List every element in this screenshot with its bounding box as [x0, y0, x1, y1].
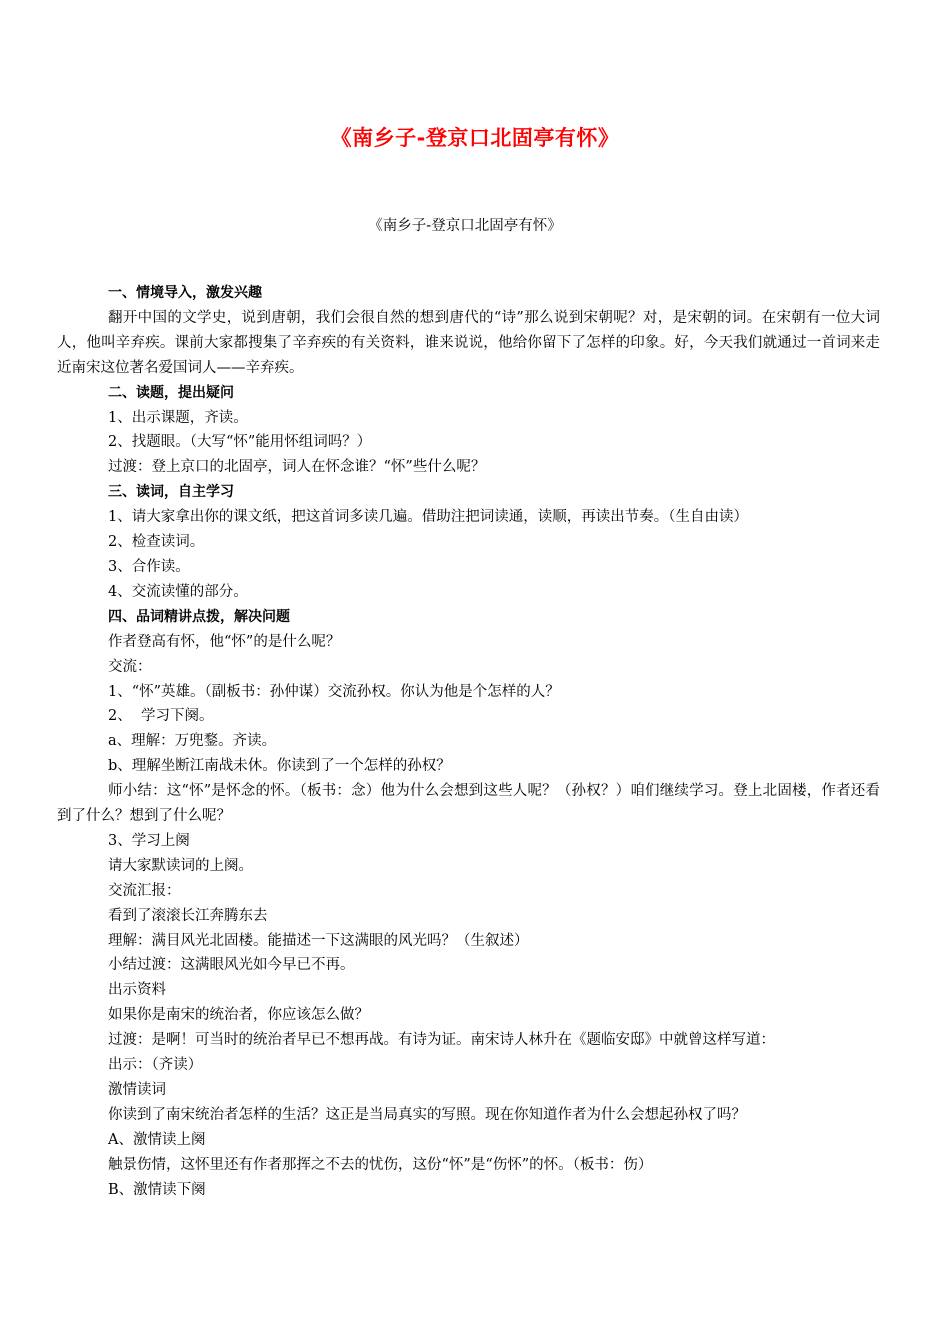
text-line: 2、找题眼。（大写“怀”能用怀组词吗？）: [108, 434, 372, 451]
document-body: [57, 281, 880, 1203]
text-line: 1、出示课题，齐读。: [108, 409, 248, 426]
paragraph-intro: 翻开中国的文学史，说到唐朝，我们会很自然的想到唐代的“诗”那么说到宋朝呢？对，是宋朝的词。在宋朝有一位大词人，他叫辛弃疾。课前大家都搜集了辛弃疾的有关资料，谁来说说，他给你留下了怎样的印象。好，今天我们就通过一首词来走近南宋这位著名爱国词人——辛弃疾。: [57, 309, 880, 376]
text-line: a、理解：万兜鍪。齐读。: [108, 733, 277, 750]
text-line: 出示：（齐读）: [108, 1057, 203, 1074]
text-line: 交流：: [108, 658, 152, 675]
text-line: 作者登高有怀，他“怀”的是什么呢？: [108, 633, 341, 650]
text-line: 3、学习上阕: [108, 832, 190, 849]
text-line: 3、合作读。: [108, 558, 190, 575]
document-title: 《南乡子-登京口北固亭有怀》: [330, 126, 620, 150]
text-line: 过渡：是啊！可当时的统治者早已不想再战。有诗为证。南宋诗人林升在《题临安邸》中就曾这样写道：: [108, 1032, 775, 1049]
text-line: b、理解坐断江南战未休。你读到了一个怎样的孙权？: [108, 758, 451, 775]
section-heading-2: 二、读题，提出疑问: [108, 384, 234, 401]
text-line: B、激情读下阕: [108, 1181, 206, 1198]
text-line: 小结过渡：这满眼风光如今早已不再。: [108, 957, 355, 974]
text-line: 1、“怀”英雄。（副板书：孙仲谋）交流孙权。你认为他是个怎样的人？: [108, 683, 560, 700]
section-heading-3: 三、读词，自主学习: [108, 484, 234, 501]
text-line: 请大家默读词的上阕。: [108, 857, 253, 874]
text-line: 触景伤情，这怀里还有作者那挥之不去的忧伤，这份“怀”是“伤怀”的怀。（板书：伤）: [108, 1156, 653, 1173]
text-line: 你读到了南宋统治者怎样的生活？这正是当局真实的写照。现在你知道作者为什么会想起孙权了吗？: [108, 1106, 746, 1123]
text-line: 过渡：登上京口的北固亭，词人在怀念谁？“怀”些什么呢？: [108, 459, 486, 476]
text-line: 1、请大家拿出你的课文纸，把这首词多读几遍。借助注把词读通，读顺，再读出节奏。（生自由读）: [108, 509, 748, 526]
text-line: 2、检查读词。: [108, 534, 205, 551]
section-heading-4: 四、品词精讲点拨，解决问题: [108, 608, 290, 625]
document-subtitle: 《南乡子-登京口北固亭有怀》: [368, 218, 562, 234]
text-line: 出示资料: [108, 982, 166, 999]
text-line: 4、交流读懂的部分。: [108, 583, 248, 600]
text-line: 2、 学习下阕。: [108, 708, 214, 725]
text-line: 如果你是南宋的统治者，你应该怎么做？: [108, 1007, 369, 1024]
text-line: 理解：满目风光北固楼。能描述一下这满眼的风光吗？（生叙述）: [108, 932, 529, 949]
text-line: 交流汇报：: [108, 882, 181, 899]
paragraph-summary: 师小结：这“怀”是怀念的怀。（板书：念）他为什么会想到这些人呢？（孙权？）咱们继续学习。登上北固楼，作者还看到了什么？想到了什么呢？: [57, 783, 880, 825]
text-line: 看到了滚滚长江奔腾东去: [108, 907, 268, 924]
text-line: A、激情读上阕: [108, 1131, 206, 1148]
section-heading-1: 一、情境导入，激发兴趣: [108, 285, 262, 301]
text-line: 激情读词: [108, 1082, 166, 1098]
